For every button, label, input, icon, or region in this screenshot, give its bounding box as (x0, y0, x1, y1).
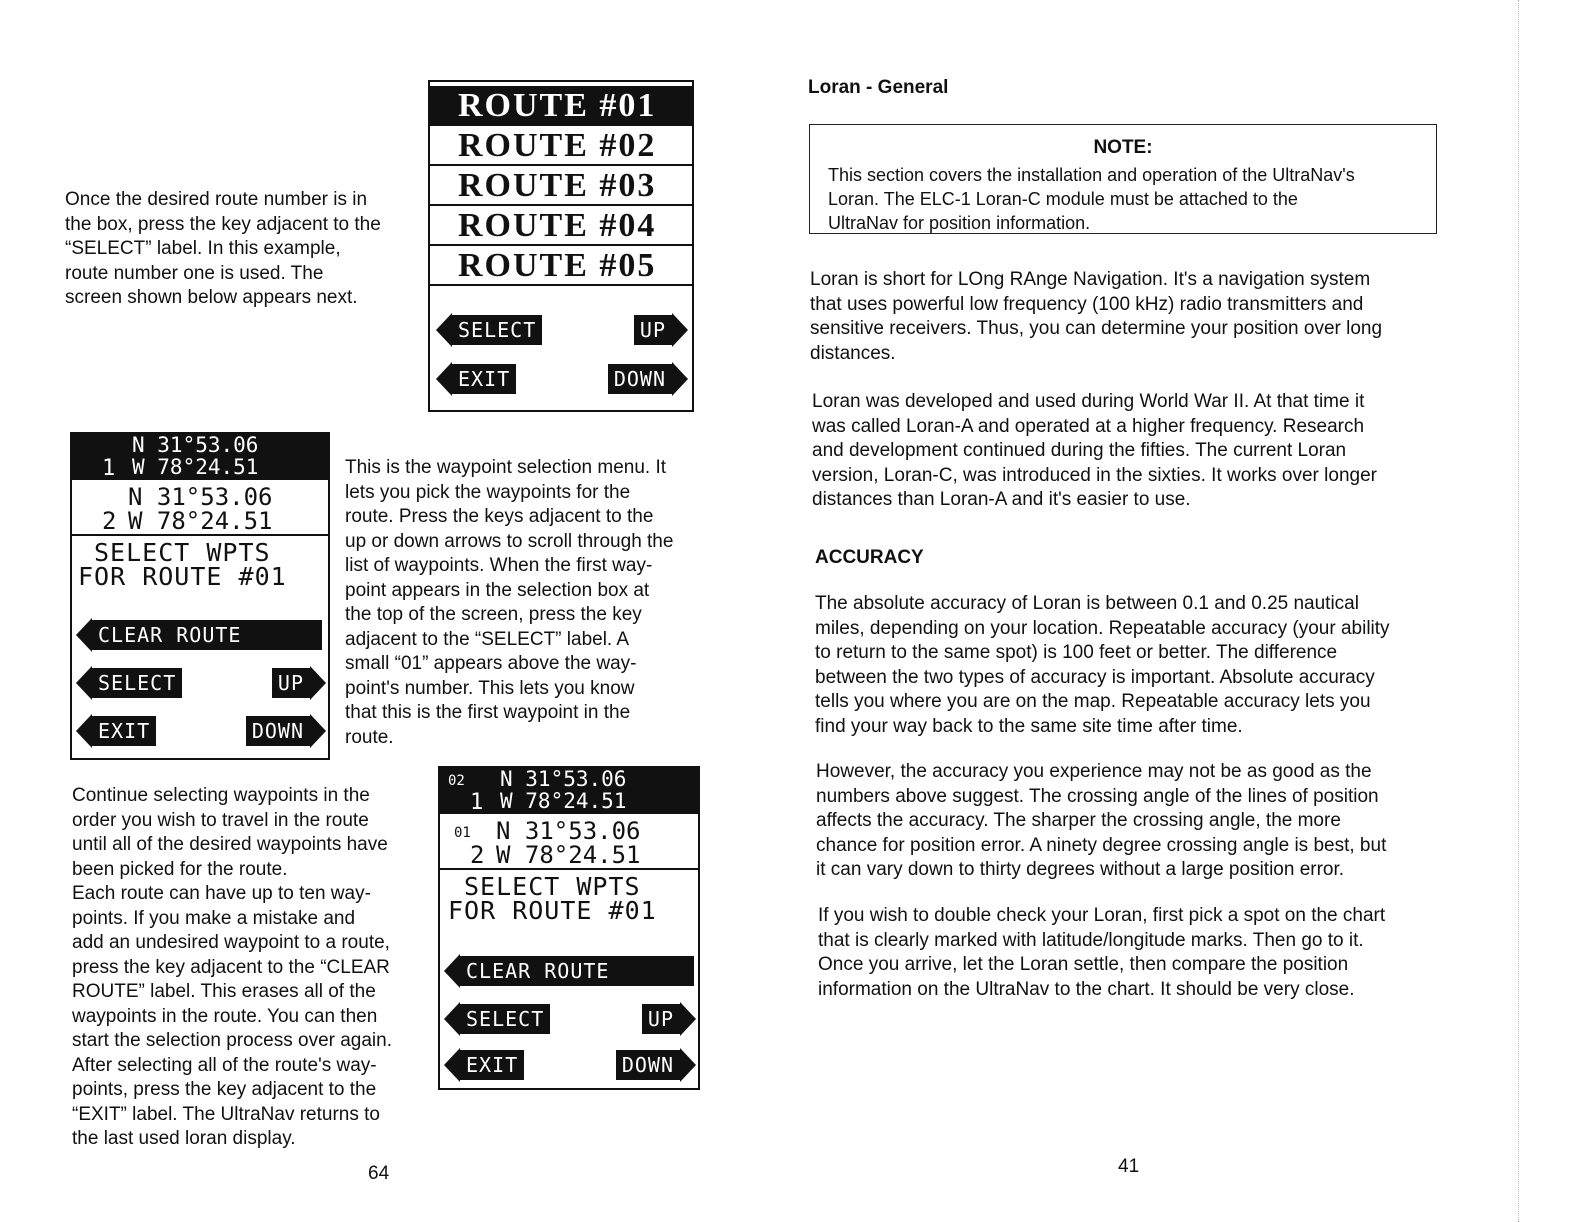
route-item-04: ROUTE #04 (430, 206, 692, 246)
up-label: UP (642, 1004, 680, 1034)
screen-instruction-line1: SELECT WPTS (464, 872, 641, 901)
exit-label: EXIT (452, 364, 516, 394)
waypoint-order-tag: 02 (448, 773, 465, 789)
right-arrow-icon (680, 1002, 696, 1036)
select-label: SELECT (452, 315, 542, 345)
left-arrow-icon (444, 1048, 460, 1082)
intro-paragraph: Once the desired route number is in the box, press the key adjacent to the “SELECT” label. In this example, route number one is used. The screen shown below appears next. (65, 189, 381, 308)
left-arrow-icon (444, 954, 460, 988)
left-arrow-icon (76, 618, 92, 652)
down-label: DOWN (246, 716, 310, 746)
exit-label: EXIT (92, 716, 156, 746)
section-title: Loran - General (808, 77, 949, 98)
waypoint-number: 2 (102, 507, 117, 535)
accuracy-heading: ACCURACY (815, 547, 924, 568)
waypoint-latitude: N 31°53.06 (128, 483, 273, 511)
right-arrow-icon (310, 714, 326, 748)
route-item-01: ROUTE #01 (430, 86, 692, 126)
right-arrow-icon (310, 666, 326, 700)
page-number-right: 41 (1118, 1156, 1140, 1177)
route-item-02: ROUTE #02 (430, 126, 692, 166)
down-label: DOWN (616, 1050, 680, 1080)
left-arrow-icon (444, 1002, 460, 1036)
clear-route-label: CLEAR ROUTE (460, 956, 694, 986)
select-label: SELECT (92, 668, 182, 698)
waypoint-longitude: W 78°24.51 (496, 841, 641, 869)
waypoint-latitude: N 31°53.06 (500, 767, 627, 791)
double-check-paragraph: If you wish to double check your Loran, first pick a spot on the chart that is clearly marked with latitude/longitude marks. Then go to it. Once you arrive, let the Loran settle, then compare the position information on the UltraNav to the chart. It should be very close. (818, 905, 1386, 1000)
screen-instruction-line1: SELECT WPTS (94, 538, 271, 567)
note-title: NOTE: (1093, 137, 1153, 158)
right-arrow-icon (672, 362, 688, 396)
left-arrow-icon (436, 313, 452, 347)
clear-route-label: CLEAR ROUTE (92, 620, 322, 650)
left-arrow-icon (76, 714, 92, 748)
crossing-angle-paragraph: However, the accuracy you experience may not be as good as the numbers above suggest. The crossing angle of the lines of position affects the accuracy. The sharper the crossing angle, the more chance for position error. A ninety degree crossing angle is best, but it can vary down to thirty degrees without a large position error. (816, 761, 1387, 880)
waypoint-order-tag: 01 (454, 825, 471, 841)
note-body: This section covers the installation and operation of the UltraNav's Loran. The ELC-1 Loran-C module must be attached to the UltraNav for position information. (828, 165, 1355, 233)
up-label: UP (272, 668, 310, 698)
select-label: SELECT (460, 1004, 550, 1034)
screen-instruction-line2: FOR ROUTE #01 (78, 562, 287, 591)
route-item-05: ROUTE #05 (430, 246, 692, 286)
left-arrow-icon (436, 362, 452, 396)
right-arrow-icon (680, 1048, 696, 1082)
note-box (809, 124, 1437, 234)
waypoint-longitude: W 78°24.51 (132, 455, 259, 479)
waypoint-menu-paragraph: This is the waypoint selection menu. It lets you pick the waypoints for the route. Press the keys adjacent to the up or down arrows to scroll through the list of waypoints. When the first way- point appears in the selection box at the top of the screen, press the key adjacent to the “SELECT” label. A small “01” appears above the way- point's number. This lets you know that this is the first waypoint in the route. (345, 457, 674, 748)
route-item-03: ROUTE #03 (430, 166, 692, 206)
waypoint-longitude: W 78°24.51 (128, 507, 273, 535)
waypoint-latitude: N 31°53.06 (496, 817, 641, 845)
route-menu-screen (428, 80, 694, 412)
exit-label: EXIT (460, 1050, 524, 1080)
continue-paragraph: Continue selecting waypoints in the order you wish to travel in the route until all of the desired waypoints have been picked for the route. Each route can have up to ten way- points. If you make a mistake and add an undesired waypoint to a route, press the key adjacent to the “CLEAR ROUTE” label. This erases all of the waypoints in the route. You can then start the selection process over again. After selecting all of the route's way- points, press the key adjacent to the “EXIT” label. The UltraNav returns to the last used loran display. (72, 785, 393, 1149)
waypoint-number: 1 (102, 456, 116, 481)
left-arrow-icon (76, 666, 92, 700)
waypoint-longitude: W 78°24.51 (500, 789, 627, 813)
loran-definition-paragraph: Loran is short for LOng RAnge Navigation. It's a navigation system that uses powerful low frequency (100 kHz) radio transmitters and sensitive receivers. Thus, you can determine your position over long distances. (810, 269, 1383, 364)
page-number-left: 64 (368, 1163, 390, 1184)
waypoint-latitude: N 31°53.06 (132, 433, 259, 457)
right-arrow-icon (672, 313, 688, 347)
loran-history-paragraph: Loran was developed and used during World War II. At that time it was called Loran-A and operated at a higher frequency. Research and development continued during the fifties. The current Loran version, Loran-C, was introduced in the sixties. It works over longer distances than Loran-A and it's easier to use. (812, 391, 1377, 510)
up-label: UP (634, 315, 672, 345)
down-label: DOWN (608, 364, 672, 394)
waypoint-select-screen-2 (438, 766, 700, 1090)
waypoint-number: 1 (470, 790, 484, 815)
screen-instruction-line2: FOR ROUTE #01 (448, 896, 657, 925)
waypoint-number: 2 (470, 841, 485, 869)
waypoint-select-screen (70, 432, 330, 760)
accuracy-paragraph: The absolute accuracy of Loran is between 0.1 and 0.25 nautical miles, depending on your location. Repeatable accuracy (your ability to return to the same spot) is 100 feet or better. The difference between the two types of accuracy is important. Absolute accuracy tells you where you are on the map. Repeatable accuracy lets you find your way back to the same site time after time. (815, 593, 1390, 737)
scan-edge-line (1518, 0, 1520, 1222)
